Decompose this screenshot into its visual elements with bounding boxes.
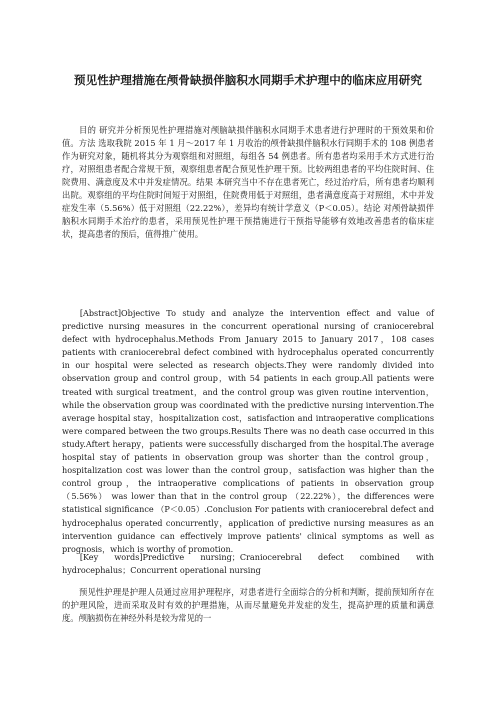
- keywords: [Key words]Predictive nursing；Craniocerebral defect combined with hydrocephalus；Concurrent operational nursing: [62, 552, 434, 576]
- chinese-abstract: 目的 研究并分析预见性护理措施对颅脑缺损伴脑积水同期手术患者进行护理时的干预效果和价值。方法 选取我院 2015 年 1 月～2017 年 1 月收治的颅骨缺损伴脑积水行同期手术的 108 例患者作为研究对象，随机将其分为观察组和对照组，每组各 54 例患者。所有患者均采用手术方式进行治疗，对照组患者配合常规干预，观察组患者配合预见性护理干预。比较两组患者的平均住院时间、住院费用、满意度及术中并发症情况。结果 本研究当中不存在患者死亡，经过治疗后，所有患者均顺利出院。观察组的平均住院时间短于对照组，住院费用低于对照组，患者满意度高于对照组，术中并发症发生率（5.56%）低于对照组（22.22%），差异均有统计学意义（P＜0.05）。结论 对颅骨缺损伴脑积水同期手术治疗的患者，采用预见性护理干预措施进行干预指导能够有效地改善患者的临床症状，提高患者的预后，值得推广使用。: [62, 125, 434, 240]
- paper-title: 预见性护理措施在颅骨缺损伴脑积水同期手术护理中的临床应用研究: [74, 73, 422, 87]
- english-abstract: [Abstract]Objective To study and analyze the intervention effect and value of predictive nursing measures in the concurrent operational nursing of craniocerebral defect with hydrocephalus.Methods From January 2015 to January 2017，108 cases patients with craniocerebral defect combined with hydrocephalus operated concurrently in our hospital were selected as research objects.They were randomly divided into observation group and control group，with 54 patients in each group.All patients were treated with surgical treatment，and the control group was given routine intervention，while the observation group was coordinated with the predictive nursing intervention.The average hospital stay，hospitalization cost，satisfaction and intraoperative complications were compared between the two groups.Results There was no death case occurred in this study.Aftert herapy，patients were successfully discharged from the hospital.The average hospital stay of patients in observation group was shorter than the control group，hospitalization cost was lower than the control group，satisfaction was higher than the control group，the intraoperative complications of patients in observation group （5.56%） was lower than that in the control group （22.22%），the differences were statistical significance （P＜0.05）.Conclusion For patients with craniocerebral defect and hydrocephalus operated concurrently，application of predictive nursing measures as an intervention guidance can effectively improve patients' clinical symptoms as well as prognosis，which is worthy of promotion.: [62, 308, 434, 554]
- body-paragraph: 预见性护理是护理人员通过应用护理程序，对患者进行全面综合的分析和判断，提前预知所存在的护理风险，进而采取及时有效的护理措施，从而尽量避免并发症的发生，提高护理的质量和满意度。颅脑损伤在神经外科是较为常见的一: [62, 587, 434, 624]
